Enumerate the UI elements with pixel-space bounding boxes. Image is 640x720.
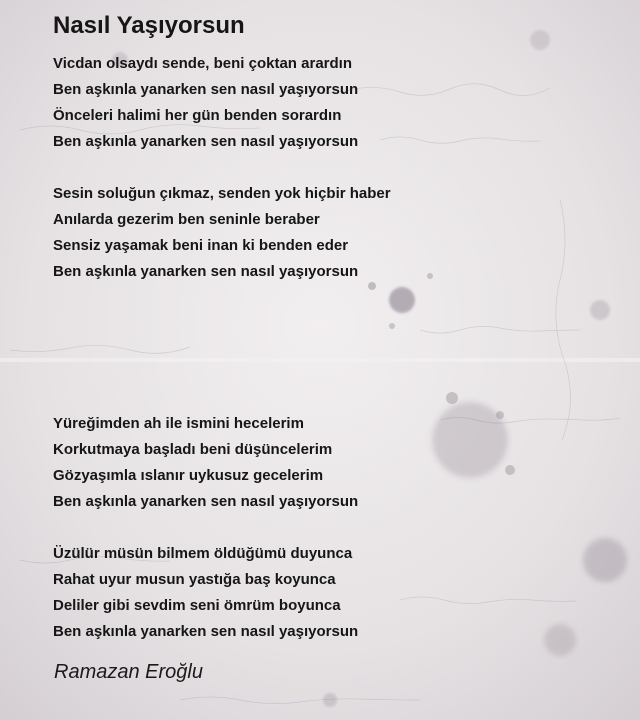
poem-line: Sesin soluğun çıkmaz, senden yok hiçbir haber bbox=[53, 185, 391, 202]
poem-line: Rahat uyur musun yastığa baş koyunca bbox=[53, 571, 336, 588]
stanza-1 bbox=[53, 51, 358, 155]
poem-line: Sensiz yaşamak beni inan ki benden eder bbox=[53, 237, 349, 254]
poem-title: Nasıl Yaşıyorsun bbox=[53, 12, 245, 39]
poem-line: Korkutmaya başladı beni düşüncelerim bbox=[53, 441, 333, 458]
poem-line: Vicdan olsaydı sende, beni çoktan arardın bbox=[53, 55, 352, 72]
stanza-4 bbox=[53, 541, 358, 645]
poem-line: Ben aşkınla yanarken sen nasıl yaşıyorsun bbox=[53, 623, 359, 640]
poem-line: Gözyaşımla ıslanır uykusuz gecelerim bbox=[53, 467, 324, 484]
poem-line: Ben aşkınla yanarken sen nasıl yaşıyorsun bbox=[53, 133, 359, 150]
stanza-2 bbox=[53, 181, 391, 285]
poem-line: Üzülür müsün bilmem öldüğümü duyunca bbox=[53, 545, 353, 562]
poem-line: Deliler gibi sevdim seni ömrüm boyunca bbox=[53, 597, 341, 614]
poem-line: Ben aşkınla yanarken sen nasıl yaşıyorsun bbox=[53, 493, 359, 510]
poem-author: Ramazan Eroğlu bbox=[54, 661, 203, 683]
stanza-3 bbox=[53, 411, 358, 515]
poem-line: Anılarda gezerim ben seninle beraber bbox=[53, 211, 320, 228]
poem-line: Yüreğimden ah ile ismini hecelerim bbox=[53, 415, 304, 432]
poem-line: Ben aşkınla yanarken sen nasıl yaşıyorsun bbox=[53, 263, 359, 280]
poem-line: Önceleri halimi her gün benden sorardın bbox=[53, 107, 342, 124]
poem-line: Ben aşkınla yanarken sen nasıl yaşıyorsun bbox=[53, 81, 359, 98]
